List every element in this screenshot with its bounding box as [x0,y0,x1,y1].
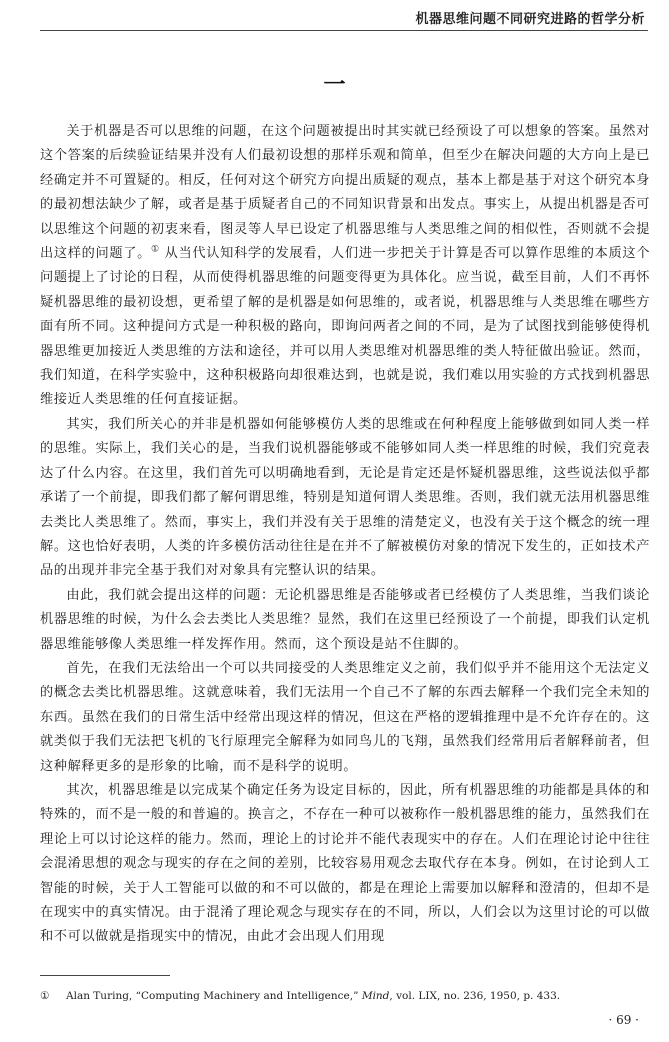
footnote-mark: ① [40,990,50,1002]
paragraph-2: 其实，我们所关心的并非是机器如何能够模仿人类的思维或在何种程度上能够做到如同人类一样的思维。实际上，我们关心的是，当我们说机器能够或不能够如同人类一样思维的时候，我们究竟表达了什么内容。在这里，我们首先可以明确地看到，无论是肯定还是怀疑机器思维，这些说法似乎都承诺了一个前提，即我们都了解何谓思维，特别是知道何谓人类思维。否则，我们就无法用机器思维去类比人类思维了。然而，事实上，我们并没有关于思维的清楚定义，也没有关于这个概念的统一理解。这也恰好表明，人类的许多模仿活动往往是在并不了解被模仿对象的情况下发生的，正如技术产品的出现并非完全基于我们对对象具有完整认识的结果。 [40,416,650,579]
header-rule [40,30,648,31]
paragraph-5: 其次，机器思维是以完成某个确定任务为设定目标的，因此，所有机器思维的功能都是具体的和特殊的，而不是一般的和普遍的。换言之，不存在一种可以被称作一般机器思维的能力，虽然我们在理论上可以讨论这样的能力。然而，理论上的讨论并不能代表现实中的存在。人们在理论讨论中往往会混淆思想的观念与现实的存在之间的差别，比较容易用观念去取代存在本身。例如，在讨论到人工智能的时候，关于人工智能可以做的和不可以做的，都是在理论上需要加以解释和澄清的，但却不是在现实中的真实情况。由于混淆了理论观念与现实存在的不同，所以，人们会以为这里讨论的可以做和不可以做就是指现实中的情况，由此才会出现人们用现 [40,782,650,945]
paragraph-3: 由此，我们就会提出这样的问题：无论机器思维是否能够或者已经模仿了人类思维，当我们谈论机器思维的时候，为什么会去类比人类思维？显然，我们在这里已经预设了一个前提，即我们认定机器思维能够像人类思维一样发挥作用。然而，这个预设是站不住脚的。 [40,587,650,652]
footnote-rule [40,975,170,976]
footnote-article: “Computing Machinery and Intelligence,” [135,990,359,1002]
body-text [40,120,650,950]
footnote [40,990,650,1002]
footnote-journal: Mind [361,990,390,1002]
footnote-details: , vol. LIX, no. 236, 1950, p. 433. [389,990,561,1002]
paragraph-1-before: 关于机器是否可以思维的问题，在这个问题被提出时其实就已经预设了可以想象的答案。虽然对这个答案的后续验证结果并没有人们最初设想的那样乐观和简单，但至少在解决问题的大方向上是已经确定并不可置疑的。相反，任何对这个研究方向提出质疑的观点，基本上都是基于对这个研究本身的最初想法缺少了解，或者是基于质疑者自己的不同知识背景和出发点。事实上，从提出机器是否可以思维这个问题的初衷来看，图灵等人早已设定了机器思维与人类思维之间的相似性，否则就不会提出这样的问题了。 [40,124,650,262]
footnote-reference[interactable]: ① [150,244,160,255]
paragraph-4: 首先，在我们无法给出一个可以共同接受的人类思维定义之前，我们似乎并不能用这个无法定义的概念去类比机器思维。这就意味着，我们无法用一个自己不了解的东西去解释一个我们完全未知的东西。虽然在我们的日常生活中经常出现这样的情况，但这在严格的逻辑推理中是不允许存在的。这就类似于我们无法把飞机的飞行原理完全解释为如同鸟儿的飞翔，虽然我们经常用后者解释前者，但这种解释更多的是形象的比喻，而不是科学的说明。 [40,660,650,774]
footnote-author: Alan Turing, [66,990,133,1002]
page-number: · 69 · [608,1013,639,1027]
section-title: 一 [323,72,346,98]
running-header: 机器思维问题不同研究进路的哲学分析 [415,12,645,27]
paragraph-1-after: 从当代认知科学的发展看，人们进一步把关于计算是否可以算作思维的本质这个问题提上了讨论的日程，从而使得机器思维的问题变得更为具体化。应当说，截至目前，人们不再怀疑机器思维的最初设想，更希望了解的是机器是如何思维的，或者说，机器思维与人类思维在哪些方面有所不同。这种提问方式是一种积极的路向，即询问两者之间的不同，是为了试图找到能够使得机器思维更加接近人类思维的方法和途径，并可以用人类思维对机器思维的类人特征做出验证。然而，我们知道，在科学实验中，这种积极路向却很难达到，也就是说，我们难以用实验的方式找到机器思维接近人类思维的任何直接证据。 [40,246,650,408]
paragraph-1 [40,120,650,413]
